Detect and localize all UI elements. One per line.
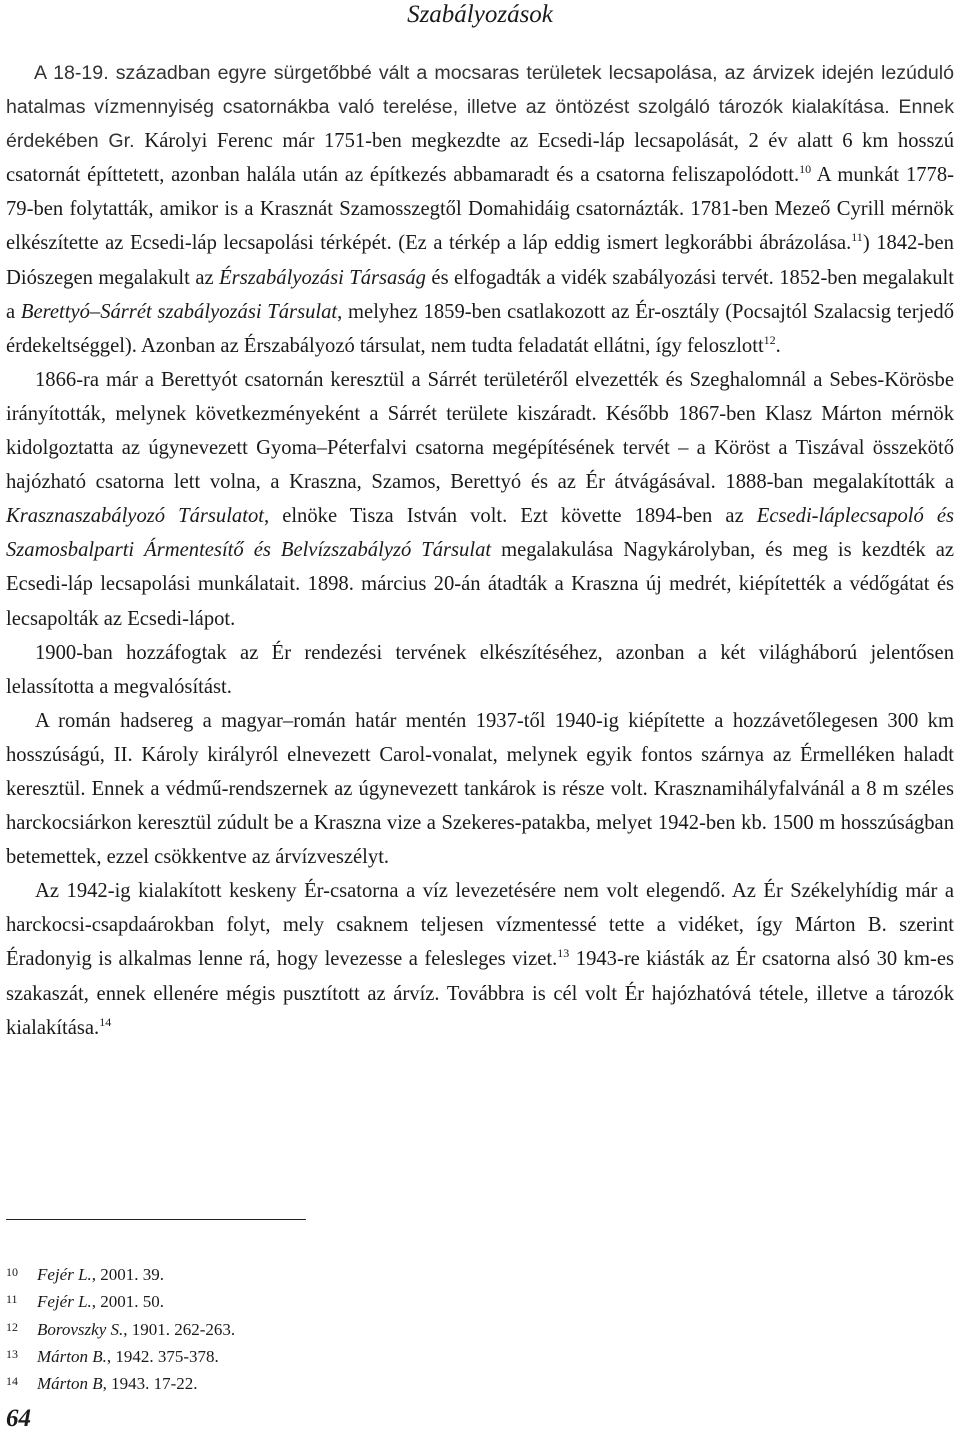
paragraph-1-text-b: Károlyi Ferenc már 1751-ben megkezdte az Ecsedi-láp lecsapolását, 2 év alatt 6 km hosszú csatornát építtetett, azonban halála után az építkezés abbamaradt és a csatorna feliszapolódott. [6, 130, 954, 187]
footnote-ref-14: 14 [99, 1014, 112, 1029]
footnote-separator [6, 1219, 306, 1220]
society-name-italic: Érszabályozási Társaság [219, 266, 426, 289]
footnote-number: 12 [6, 1319, 18, 1334]
footnote-citation: , 1942. 375-378. [106, 1346, 219, 1366]
paragraph-1-text-d: ) 1842-ben Diószegen megalakult az [6, 232, 954, 289]
paragraph-2-text-e: megalakulása Nagykárolyban, és meg is kezdték az Ecsedi-láp lecsapolási munkálatait. 1898. március 20-án átadták a Kraszna új medrét, kiépítették a védőgátat és lecsapolták az Ecsedi-lápot. [6, 539, 955, 630]
document-page [6, 0, 954, 1436]
running-header: Szabályozások [407, 1, 553, 28]
paragraph-5 [6, 874, 954, 1044]
association-name-italic: Berettyó–Sárrét szabályozási Társulat [20, 300, 338, 323]
paragraph-1-sans-run: A 18-19. században egyre sürgetőbbé vált a mocsaras területek lecsapolása, az árvizek idején lezúduló hatalmas vízmennyiség csatornákba való terelése, illetve az öntözést szolgáló tározók kialakítása. Ennek érdekében Gr. [6, 62, 954, 153]
footnote-number: 10 [6, 1265, 18, 1279]
paragraph-1 [6, 56, 954, 363]
footnote-author: Márton B [37, 1374, 103, 1394]
footnote-citation: , 2001. 50. [91, 1292, 165, 1312]
paragraph-1-text-i: . [775, 334, 781, 357]
footnote-item [6, 1289, 235, 1316]
paragraph-1-text-h: , melyhez 1859-ben csatlakozott az Ér-osztály (Pocsajtól Szalacsig terjedő érdekeltséggel). Azonban az Érszabályozó társulat, nem tudta feladatát ellátni, így feloszlott [6, 300, 955, 357]
footnote-author: Fejér L. [37, 1292, 92, 1312]
paragraph-2-text-c: , elnöke Tisza István volt. Ezt követte 1894-ben az [263, 505, 757, 528]
paragraph-1-text-f: és elfogadták a vidék szabályozási tervét. 1852-ben megalakult a [6, 266, 954, 323]
footnote-ref-10: 10 [799, 162, 812, 177]
paragraph-4-text: A román hadsereg a magyar–román határ mentén 1937-től 1940-ig kiépítette a hozzávetőlegesen 300 km hosszúságú, II. Károly királyról elnevezett Carol-vonalat, melynek egyik fontos szárnya az Érmelléken haladt keresztül. Ennek a védmű-rendszernek az úgynevezett tankárok is része volt. Krasznamihályfalvánál a 8 m széles harckocsiárkon keresztül zúdult be a Kraszna vize a Szekeres-patakba, melyet 1942-ben kb. 1500 m hosszúságban betemettek, ezzel csökkentve az árvízveszélyt. [6, 709, 954, 869]
footnote-citation: , 1943. 17-22. [102, 1374, 198, 1394]
footnote-ref-12: 12 [763, 332, 776, 347]
footnote-citation: , 1901. 262-263. [123, 1319, 236, 1339]
footnote-citation: , 2001. 39. [91, 1265, 165, 1284]
paragraph-5-text-b: 1943-re kiásták az Ér csatorna alsó 30 km-es szakaszát, ennek ellenére mégis pusztított az árvíz. Továbbra is cél volt Ér hajózhatóvá tétele, illetve a tározók kialakítása. [6, 948, 954, 1039]
paragraph-4 [6, 704, 954, 874]
body-text [6, 56, 954, 1045]
footnote-item [6, 1317, 235, 1344]
footnote-item [6, 1262, 235, 1289]
footnote-author: Márton B. [37, 1346, 107, 1366]
kraszna-association-italic: Krasznaszabályozó Társulatot [6, 505, 264, 528]
footnote-item [6, 1344, 235, 1371]
footnote-ref-13: 13 [557, 946, 570, 961]
footnote-item [6, 1371, 235, 1398]
paragraph-3 [6, 636, 954, 704]
footnotes [6, 1262, 235, 1398]
paragraph-5-text-a: Az 1942-ig kialakított keskeny Ér-csatorna a víz levezetésére nem volt elegendő. Az Ér Székelyhídig már a harckocsi-csapdaárokban folyt, mely csaknem teljesen vízmentessé tette a vidéket, így Márton B. szerint Éradonyig is alkalmas lenne rá, hogy levezesse a felesleges vizet. [6, 880, 954, 971]
paragraph-2 [6, 363, 954, 636]
paragraph-3-text: 1900-ban hozzáfogtak az Ér rendezési tervének elkészítéséhez, azonban a két világháború jelentősen lelassította a megvalósítást. [6, 641, 954, 698]
paragraph-2-text-a: 1866-ra már a Berettyót csatornán keresztül a Sárrét területéről elvezették és Szeghalomnál a Sebes-Körösbe irányították, melynek következményeként a Sárrét területe kiszáradt. Később 1867-ben Klasz Márton mérnök kidolgoztatta az úgynevezett Gyoma–Péterfalvi csatorna megépítésének tervét – a Köröst a Tiszával összekötő hajózható csatorna lett volna, a Kraszna, Szamos, Berettyó és az Ér átvágásával. 1888-ban megalakították a [6, 368, 954, 494]
footnote-ref-11: 11 [851, 230, 863, 245]
page-number: 64 [6, 1405, 31, 1432]
footnote-author: Fejér L. [37, 1265, 92, 1284]
footnote-author: Borovszky S. [37, 1319, 124, 1339]
ecsed-association-italic: Ecsedi-láplecsapoló és Szamosbalparti Ármentesítő és Belvízszabályzó Társulat [6, 505, 954, 562]
footnote-number: 11 [6, 1292, 18, 1307]
paragraph-1-text-c: A munkát 1778-79-ben folytatták, amikor is a Krasznát Szamosszegtől Domahidáig csatornázták. 1781-ben Mezeő Cyrill mérnök elkészítette az Ecsedi-láp lecsapolási térképét. (Ez a térkép a láp eddig ismert legkorábbi ábrázolása. [6, 164, 954, 255]
footnote-number: 13 [6, 1346, 18, 1361]
footnote-number: 14 [6, 1374, 18, 1389]
